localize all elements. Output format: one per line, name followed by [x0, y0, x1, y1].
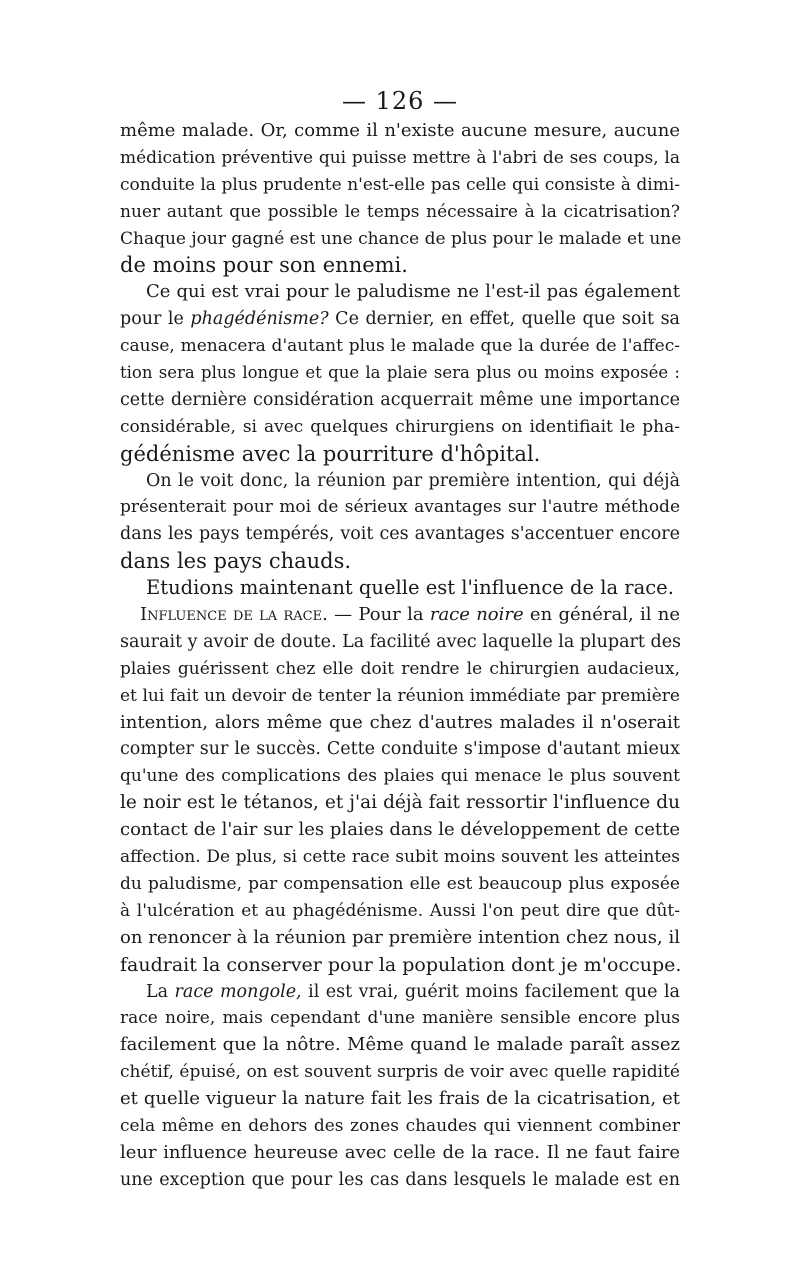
text-line: on renoncer à la réunion par première intention chez nous, il	[120, 926, 680, 948]
text-line: tion sera plus longue et que la plaie sera plus ou moins exposée :	[120, 363, 680, 383]
text-span: La	[146, 981, 175, 1002]
text-line	[120, 979, 680, 1006]
text-line: plaies guérissent chez elle doit rendre le chirurgien audacieux,	[120, 658, 680, 679]
text-line: à l'ulcération et au phagédénisme. Aussi l'on peut dire que dût-	[120, 900, 680, 921]
text-line: dans les pays chauds.	[120, 549, 352, 574]
italic-term: phagédénisme?	[190, 309, 329, 330]
text-line: race noire, mais cependant d'une manière sensible encore plus	[120, 1008, 680, 1029]
italic-term: race mongole,	[174, 981, 302, 1002]
text-line: de moins pour son ennemi.	[120, 253, 408, 278]
text-line: compter sur le succès. Cette conduite s'impose d'autant mieux	[120, 739, 680, 760]
text-line: cela même en dehors des zones chaudes qui viennent combiner	[120, 1115, 680, 1136]
text-line: Etudions maintenant quelle est l'influence de la race.	[146, 576, 674, 600]
text-span: pour le	[120, 309, 191, 330]
text-line: et lui fait un devoir de tenter la réunion immédiate par première	[120, 685, 680, 706]
text-line: du paludisme, par compensation elle est beaucoup plus exposée	[120, 873, 680, 894]
text-line: facilement que la nôtre. Même quand le malade paraît assez	[120, 1034, 680, 1056]
text-line: leur influence heureuse avec celle de la race. Il ne faut faire	[120, 1141, 680, 1163]
text-line: On le voit donc, la réunion par première intention, qui déjà	[146, 470, 680, 491]
text-line	[120, 306, 680, 333]
text-line: une exception que pour les cas dans lesquels le malade est en	[120, 1169, 680, 1190]
text-line: saurait y avoir de doute. La facilité avec laquelle la plupart des	[120, 631, 682, 652]
text-line	[120, 602, 680, 629]
text-span: il est vrai, guérit moins facilement que la	[301, 981, 680, 1002]
text-line: faudrait la conserver pour la population dont je m'occupe.	[120, 953, 682, 976]
text-span: — Pour la	[327, 604, 430, 626]
text-line: présenterait pour moi de sérieux avantages sur l'autre méthode	[120, 497, 680, 518]
italic-term: race noire	[429, 604, 524, 626]
body-text	[120, 118, 680, 1194]
text-span: Ce dernier, en effet, quelle que soit sa	[328, 309, 680, 330]
text-line: même malade. Or, comme il n'existe aucune mesure, aucune	[120, 120, 680, 141]
text-span: en général, il ne	[523, 604, 681, 626]
text-line: Ce qui est vrai pour le paludisme ne l'est-il pas également	[146, 281, 680, 303]
text-line: Chaque jour gagné est une chance de plus pour le malade et une	[120, 228, 682, 249]
text-line: cause, menacera d'autant plus le malade que la durée de l'affec-	[120, 336, 680, 357]
text-line: médication préventive qui puisse mettre à l'abri de ses coups, la	[120, 147, 680, 168]
text-line: gédénisme avec la pourriture d'hôpital.	[120, 441, 541, 466]
text-line: chétif, épuisé, on est souvent surpris de voir avec quelle rapidité	[120, 1062, 680, 1083]
page-number: — 126 —	[341, 87, 459, 115]
text-line: qu'une des complications des plaies qui menace le plus souvent	[120, 766, 680, 787]
text-line: affection. De plus, si cette race subit moins souvent les atteintes	[120, 847, 680, 868]
text-line: conduite la plus prudente n'est-elle pas celle qui consiste à dimi-	[120, 174, 680, 195]
text-line: considérable, si avec quelques chirurgiens on identifiait le pha-	[120, 416, 680, 437]
text-line: cette dernière considération acquerrait même une importance	[120, 389, 680, 410]
text-line: et quelle vigueur la nature fait les frais de la cicatrisation, et	[120, 1088, 680, 1110]
text-line: intention, alors même que chez d'autres malades il n'oserait	[120, 711, 680, 733]
text-line: le noir est le tétanos, et j'ai déjà fait ressortir l'influence du	[120, 792, 680, 814]
text-line: dans les pays tempérés, voit ces avantages s'accentuer encore	[120, 524, 680, 545]
text-line: nuer autant que possible le temps nécessaire à la cicatrisation?	[120, 201, 680, 222]
text-line: contact de l'air sur les plaies dans le développement de cette	[120, 819, 680, 841]
section-heading: Influence de la race.	[140, 604, 328, 626]
